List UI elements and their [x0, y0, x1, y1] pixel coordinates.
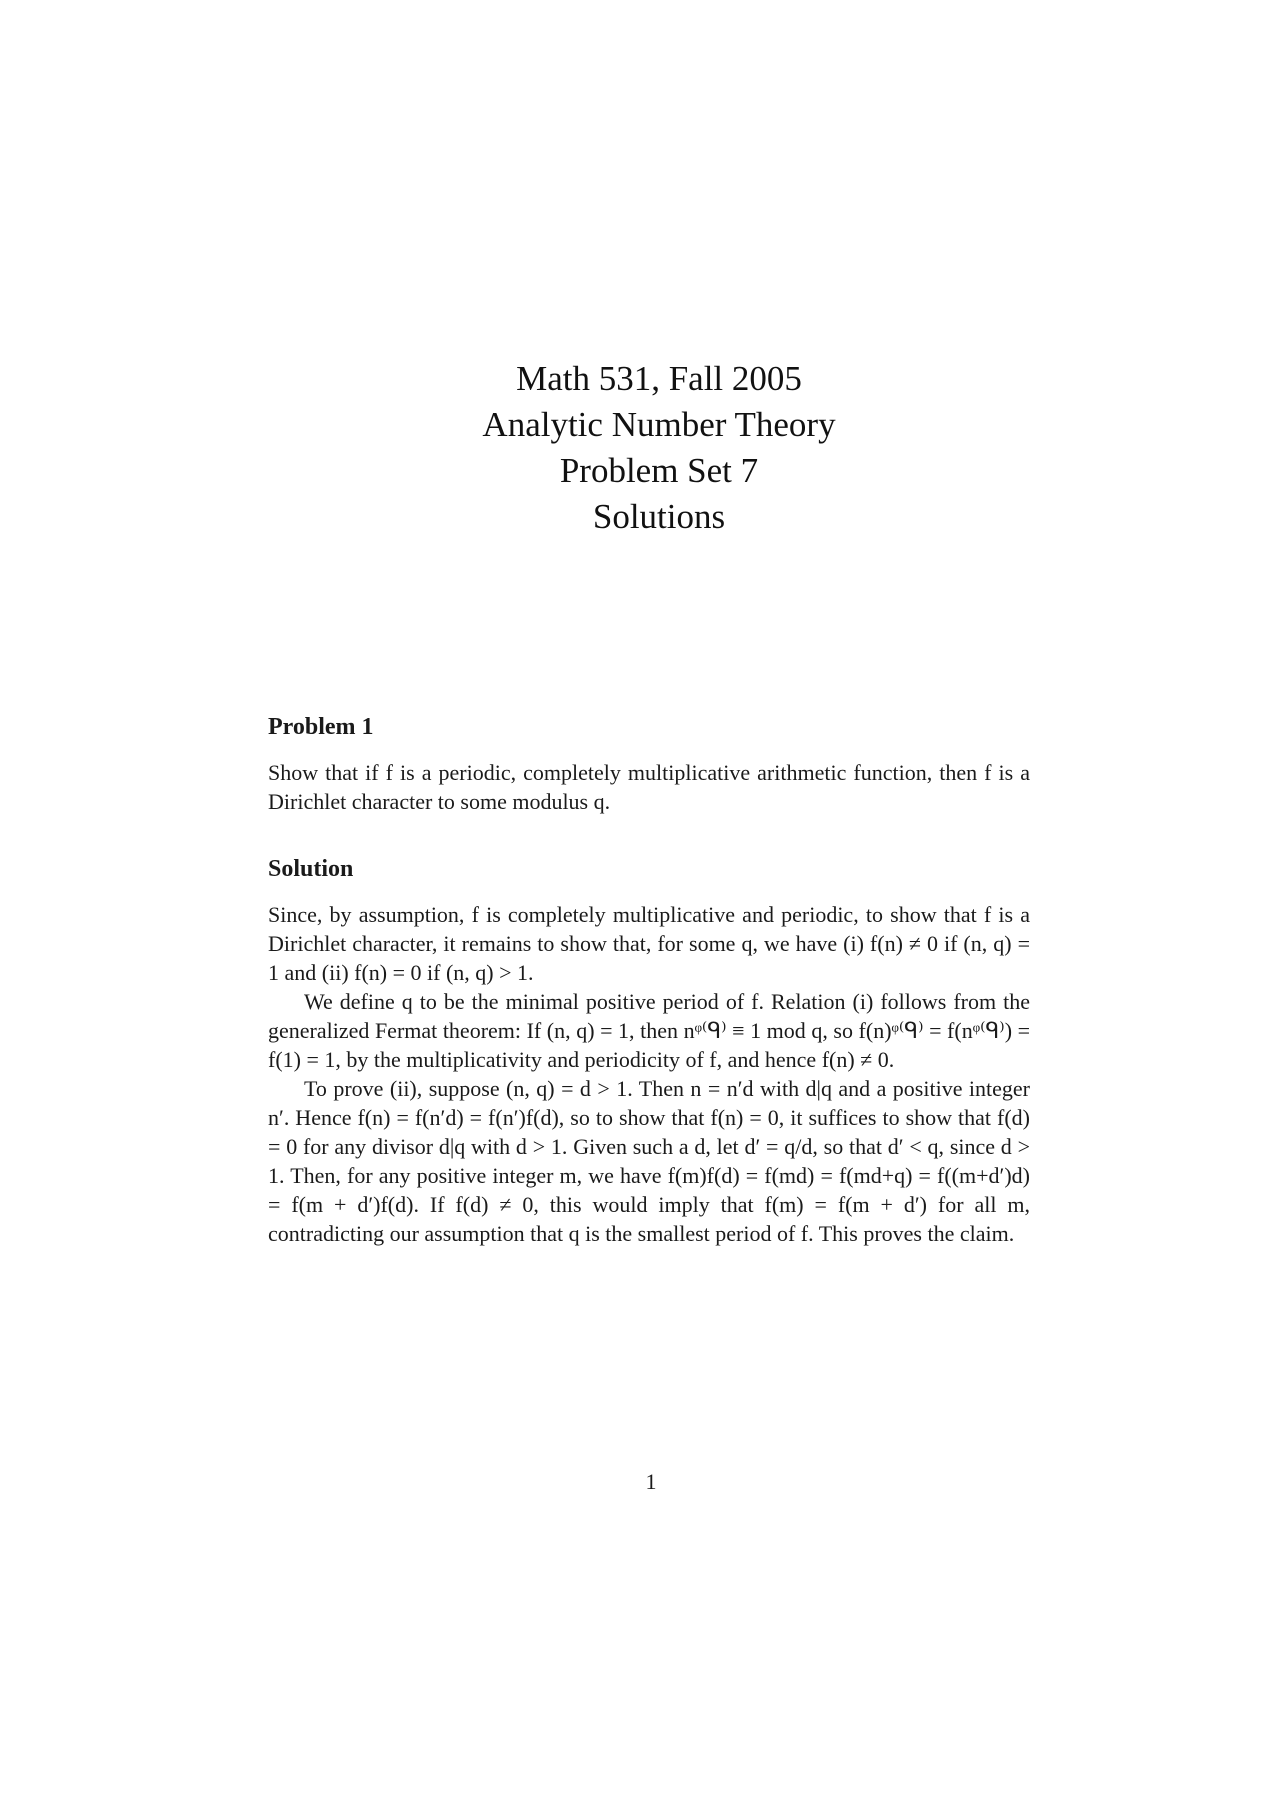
solutions-title: Solutions — [592, 497, 726, 536]
problem-heading: Problem 1 — [268, 714, 374, 740]
subject-title: Analytic Number Theory — [482, 405, 836, 444]
solution-paragraph-2: We define q to be the minimal positive period of f. Relation (i) follows from the generalized Fermat theorem: If (n, q) = 1, then nᵠ⁽ᑫ⁾ ≡ 1 mod q, so f(n)ᵠ⁽ᑫ⁾ = f(nᵠ⁽ᑫ⁾) = f(1) = 1, by the multiplicativity and periodicity of f, and hence f(n) ≠ 0. — [268, 989, 1030, 1072]
problem-set-title: Problem Set 7 — [559, 451, 759, 490]
solution-heading: Solution — [268, 856, 354, 882]
section-spacer — [268, 816, 1030, 854]
title-block — [0, 356, 1280, 540]
solution-paragraph-1: Since, by assumption, f is completely multiplicative and periodic, to show that f is a Dirichlet character, it remains to show that, for some q, we have (i) f(n) ≠ 0 if (n, q) = 1 and (ii) f(n) = 0 if (n, q) > 1. — [268, 902, 1030, 985]
problem-statement: Show that if f is a periodic, completely multiplicative arithmetic function, then f is a Dirichlet character to some modulus q. — [268, 760, 1030, 814]
course-title: Math 531, Fall 2005 — [516, 359, 802, 398]
solution-paragraph-3: To prove (ii), suppose (n, q) = d > 1. Then n = n′d with d|q and a positive integer n′. Hence f(n) = f(n′d) = f(n′)f(d), so to show that f(n) = 0, it suffices to show that f(d) = 0 for any divisor d|q with d > 1. Given such a d, let d′ = q/d, so that d′ < q, since d > 1. Then, for any positive integer m, we have f(m)f(d) = f(md) = f(md+q) = f((m+d′)d) = f(m + d′)f(d). If f(d) ≠ 0, this would imply that f(m) = f(m + d′) for all m, contradicting our assumption that q is the smallest period of f. This proves the claim. — [268, 1076, 1030, 1246]
main-content — [268, 712, 1030, 1248]
page-number: 1 — [645, 1469, 657, 1494]
